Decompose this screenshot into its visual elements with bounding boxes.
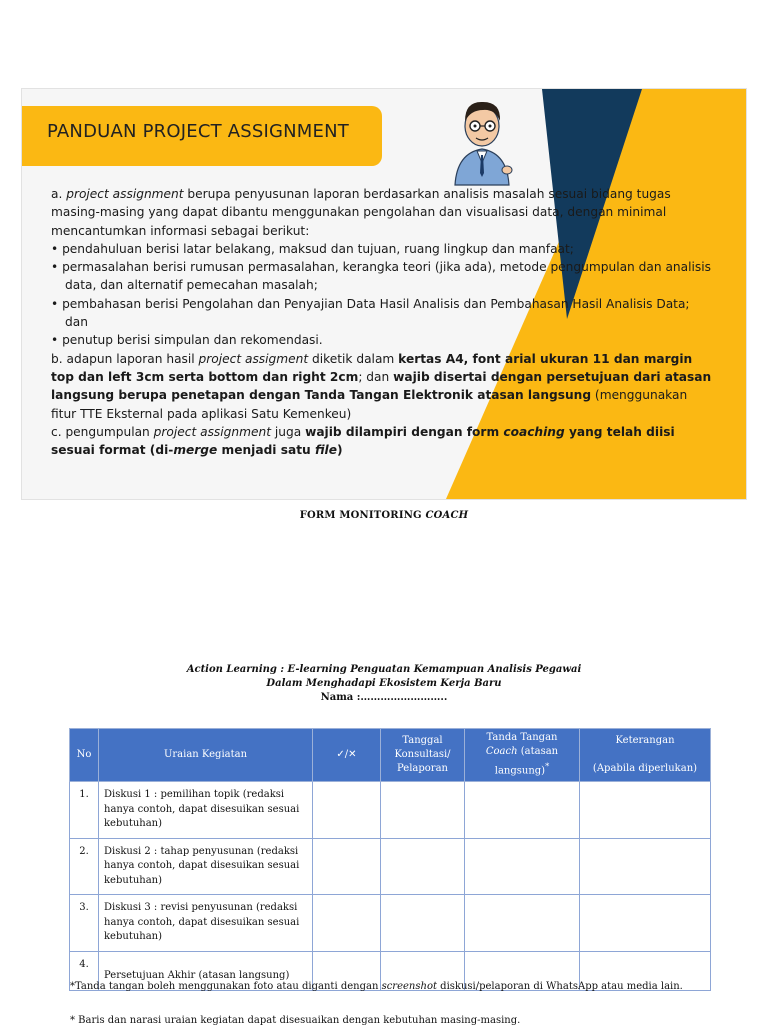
paragraph-c: c. pengumpulan project assignment juga wajib dilampiri dengan form coaching yang telah diisi sesuai format (di-merge menjadi satu file) bbox=[51, 424, 675, 458]
row-uraian: Persetujuan Akhir (atasan langsung) bbox=[99, 951, 313, 990]
col-tanda-tangan: Tanda Tangan Coach (atasan langsung)* bbox=[465, 729, 580, 782]
row-number: 1. bbox=[70, 782, 99, 839]
heading-line-2: Dalam Menghadapi Ekosistem Kerja Baru bbox=[266, 678, 502, 689]
check-cell[interactable] bbox=[313, 895, 381, 952]
row-number: 2. bbox=[70, 838, 99, 895]
cartoon-man-illustration bbox=[447, 93, 517, 188]
guide-banner bbox=[21, 88, 747, 500]
banner-title: PANDUAN PROJECT ASSIGNMENT bbox=[47, 121, 349, 142]
bullet-item: • pembahasan berisi Pengolahan dan Penyajian Data Hasil Analisis dan Pembahasan Hasil Analisis Data; dan bbox=[51, 296, 690, 330]
footnote-signature: *Tanda tangan boleh menggunakan foto atau diganti dengan screenshot diskusi/pelaporan di WhatsApp atau media lain. bbox=[70, 981, 683, 992]
action-learning-heading bbox=[0, 663, 768, 705]
keterangan-cell[interactable] bbox=[580, 895, 711, 952]
name-field: Nama :…………………….. bbox=[320, 692, 448, 703]
keterangan-cell[interactable] bbox=[580, 838, 711, 895]
table-row bbox=[70, 838, 711, 895]
paragraph-a: a. project assignment berupa penyusunan laporan berdasarkan analisis masalah sesuai bidang tugas masing-masing yang dapat dibantu menggunakan pengolahan dan visualisasi data, dengan minimal mencantumkan informasi sebagai berikut: bbox=[51, 187, 671, 238]
check-cell[interactable] bbox=[313, 782, 381, 839]
table-header-row bbox=[70, 729, 711, 782]
tanggal-cell[interactable] bbox=[381, 838, 465, 895]
signature-cell[interactable] bbox=[465, 895, 580, 952]
footnote-rows: * Baris dan narasi uraian kegiatan dapat disesuaikan dengan kebutuhan masing-masing. bbox=[70, 1015, 521, 1026]
col-keterangan: Keterangan (Apabila diperlukan) bbox=[580, 729, 711, 782]
table-row bbox=[70, 782, 711, 839]
signature-cell[interactable] bbox=[465, 782, 580, 839]
row-number: 4. bbox=[70, 951, 99, 990]
row-uraian: Diskusi 2 : tahap penyusunan (redaksi hanya contoh, dapat disesuikan sesuai kebutuhan) bbox=[99, 838, 313, 895]
check-cell[interactable] bbox=[313, 838, 381, 895]
row-uraian: Diskusi 1 : pemilihan topik (redaksi hanya contoh, dapat disesuikan sesuai kebutuhan) bbox=[99, 782, 313, 839]
tanggal-cell[interactable] bbox=[381, 895, 465, 952]
guide-text bbox=[51, 185, 715, 459]
col-uraian: Uraian Kegiatan bbox=[99, 729, 313, 782]
heading-line-1: Action Learning : E-learning Penguatan Kemampuan Analisis Pegawai bbox=[186, 664, 582, 675]
table-row bbox=[70, 895, 711, 952]
row-number: 3. bbox=[70, 895, 99, 952]
col-tanggal: Tanggal Konsultasi/ Pelaporan bbox=[381, 729, 465, 782]
monitoring-table bbox=[69, 728, 711, 991]
bullet-item: • permasalahan berisi rumusan permasalahan, kerangka teori (jika ada), metode pengumpulan dan analisis data, dan alternatif pemecahan masalah; bbox=[51, 260, 711, 293]
tanggal-cell[interactable] bbox=[381, 782, 465, 839]
signature-cell[interactable] bbox=[465, 838, 580, 895]
col-no: No bbox=[70, 729, 99, 782]
paragraph-b: b. adapun laporan hasil project assigment diketik dalam kertas A4, font arial ukuran 11 dan margin top dan left 3cm serta bottom dan right 2cm; dan wajib disertai dengan persetujuan dari atasan langsung berupa penetapan dengan Tanda Tangan Elektronik atasan langsung (menggunakan fitur TTE Eksternal pada aplikasi Satu Kemenkeu) bbox=[51, 351, 712, 421]
bullet-item: • pendahuluan berisi latar belakang, maksud dan tujuan, ruang lingkup dan manfaat; bbox=[51, 241, 574, 256]
row-uraian: Diskusi 3 : revisi penyusunan (redaksi hanya contoh, dapat disesuikan sesuai kebutuhan) bbox=[99, 895, 313, 952]
form-title: FORM MONITORING COACH bbox=[299, 510, 469, 521]
bullet-item: • penutup berisi simpulan dan rekomendasi. bbox=[51, 333, 323, 348]
keterangan-cell[interactable] bbox=[580, 782, 711, 839]
col-check: ✓/✕ bbox=[313, 729, 381, 782]
